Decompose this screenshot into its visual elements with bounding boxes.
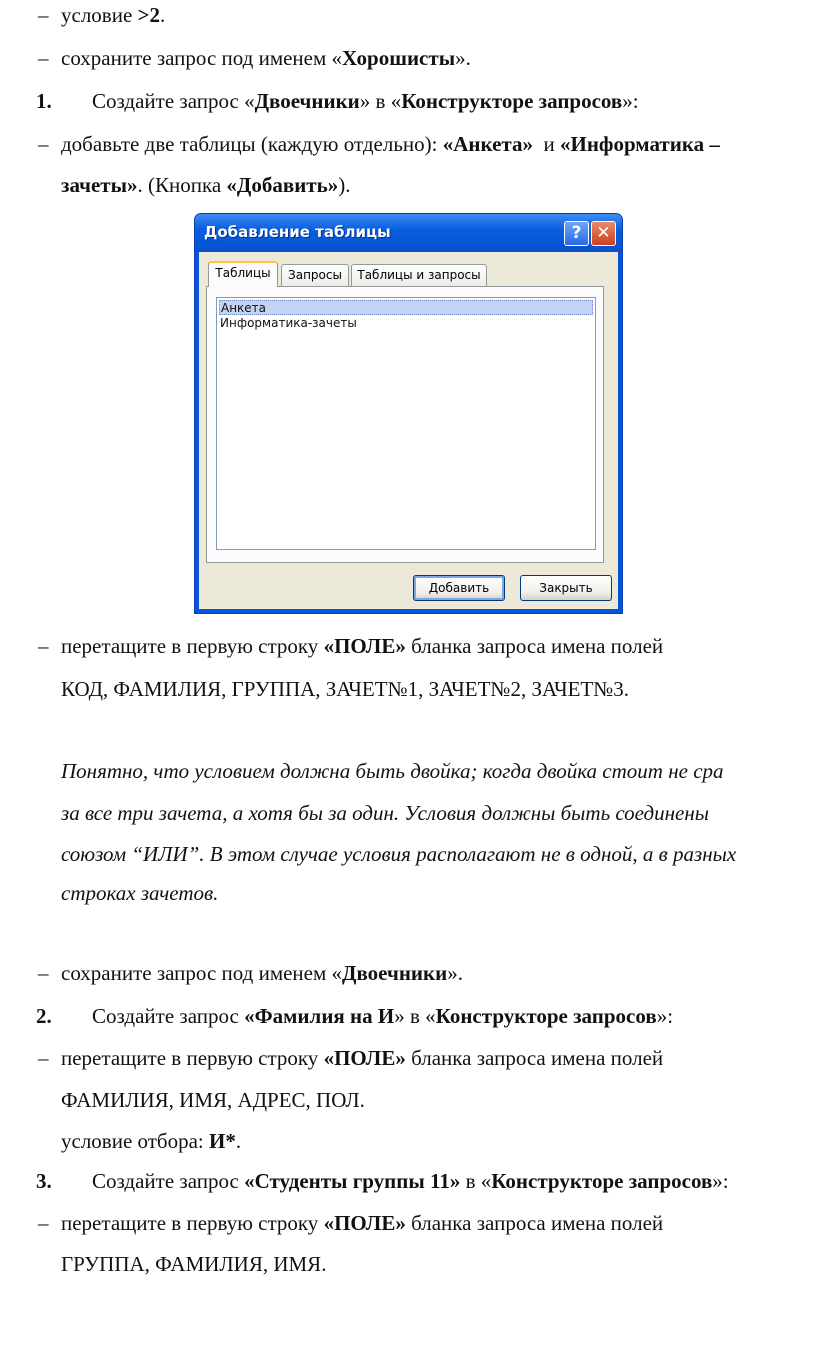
text: Создайте запрос [92, 1004, 245, 1028]
bold-text: Двоечники [342, 961, 448, 985]
text: добавьте две таблицы (каждую отдельно): [61, 132, 443, 156]
text: и [532, 132, 560, 156]
bold-text: «Студенты группы 11» [244, 1169, 461, 1193]
tab-panel [206, 286, 604, 563]
bold-text: Хорошисты [342, 46, 456, 70]
text: »: [622, 89, 639, 113]
text: за все три зачета, а хотя бы за один. Условия должны быть соединены [61, 801, 709, 825]
table-listbox[interactable] [216, 297, 596, 550]
dash: – [38, 634, 49, 658]
bold-text: «Фамилия на И [244, 1004, 395, 1028]
text: сохраните запрос под именем « [61, 46, 343, 70]
bold-text: И* [209, 1129, 236, 1153]
bold-text: Конструкторе запросов [435, 1004, 657, 1028]
text: Понятно, что условием должна быть двойка; когда двойка стоит не сра [61, 759, 724, 783]
dash: – [38, 132, 49, 156]
add-button[interactable]: Добавить [413, 575, 505, 601]
item-number: 2. [36, 1004, 52, 1028]
item-number: 1. [36, 89, 52, 113]
bold-text: зачеты» [61, 173, 138, 197]
bold-text: «ПОЛЕ» [323, 634, 406, 658]
item-number: 3. [36, 1169, 52, 1193]
text: союзом “ИЛИ”. В этом случае условия располагают не в одной, а в разных [61, 842, 737, 866]
text: условие отбора: [61, 1129, 210, 1153]
text: »: [712, 1169, 729, 1193]
text: »: [656, 1004, 674, 1028]
bold-text: «ПОЛЕ» [323, 1211, 406, 1235]
text: в « [460, 1169, 492, 1193]
help-button[interactable]: ? [564, 221, 589, 246]
text: бланка запроса имена полей [405, 1211, 664, 1235]
text: ». [447, 961, 463, 985]
text: . [235, 1129, 242, 1153]
tab-tables[interactable]: Таблицы [208, 261, 278, 287]
bold-text: >2 [137, 3, 160, 27]
close-button[interactable]: Закрыть [520, 575, 612, 601]
dash: – [38, 1211, 49, 1235]
text: ). [338, 173, 351, 197]
tab-queries[interactable]: Запросы [281, 264, 349, 286]
bold-text: Конструкторе запросов [491, 1169, 713, 1193]
text: перетащите в первую строку [61, 634, 324, 658]
text: бланка запроса имена полей [405, 634, 664, 658]
list-item-anketa[interactable]: Анкета [219, 300, 593, 315]
dash: – [38, 46, 49, 70]
dialog-titlebar[interactable] [195, 214, 622, 252]
close-icon[interactable]: ✕ [591, 221, 616, 246]
dash: – [38, 3, 49, 27]
dash: – [38, 961, 49, 985]
dialog-body [199, 252, 618, 609]
tab-tables-and-queries[interactable]: Таблицы и запросы [351, 264, 487, 286]
bold-text: «Анкета» [442, 132, 533, 156]
text: перетащите в первую строку [61, 1211, 324, 1235]
list-item-informatika[interactable]: Информатика-зачеты [220, 316, 357, 330]
text: » в « [394, 1004, 436, 1028]
text: ГРУППА, ФАМИЛИЯ, ИМЯ. [61, 1252, 327, 1276]
dialog-title: Добавление таблицы [204, 223, 391, 241]
text: сохраните запрос под именем « [61, 961, 343, 985]
text: перетащите в первую строку [61, 1046, 324, 1070]
text: . [160, 3, 166, 27]
bold-text: «Добавить» [226, 173, 339, 197]
bold-text: «ПОЛЕ» [323, 1046, 406, 1070]
text: бланка запроса имена полей [405, 1046, 664, 1070]
bold-text: Двоечники [254, 89, 360, 113]
add-table-dialog [194, 213, 623, 614]
text: ФАМИЛИЯ, ИМЯ, АДРЕС, ПОЛ. [61, 1088, 365, 1112]
bold-text: Конструкторе запросов [401, 89, 623, 113]
text: . (Кнопка [137, 173, 227, 197]
text: ». [455, 46, 471, 70]
text: строках зачетов. [61, 881, 219, 905]
text: » в « [359, 89, 402, 113]
text: Создайте запрос « [92, 89, 255, 113]
dash: – [38, 1046, 49, 1070]
text: условие [61, 3, 138, 27]
text: Создайте запрос [92, 1169, 245, 1193]
bold-text: «Информатика – [559, 132, 720, 156]
text: КОД, ФАМИЛИЯ, ГРУППА, ЗАЧЕТ№1, ЗАЧЕТ№2, ЗАЧЕТ№3. [61, 677, 630, 701]
